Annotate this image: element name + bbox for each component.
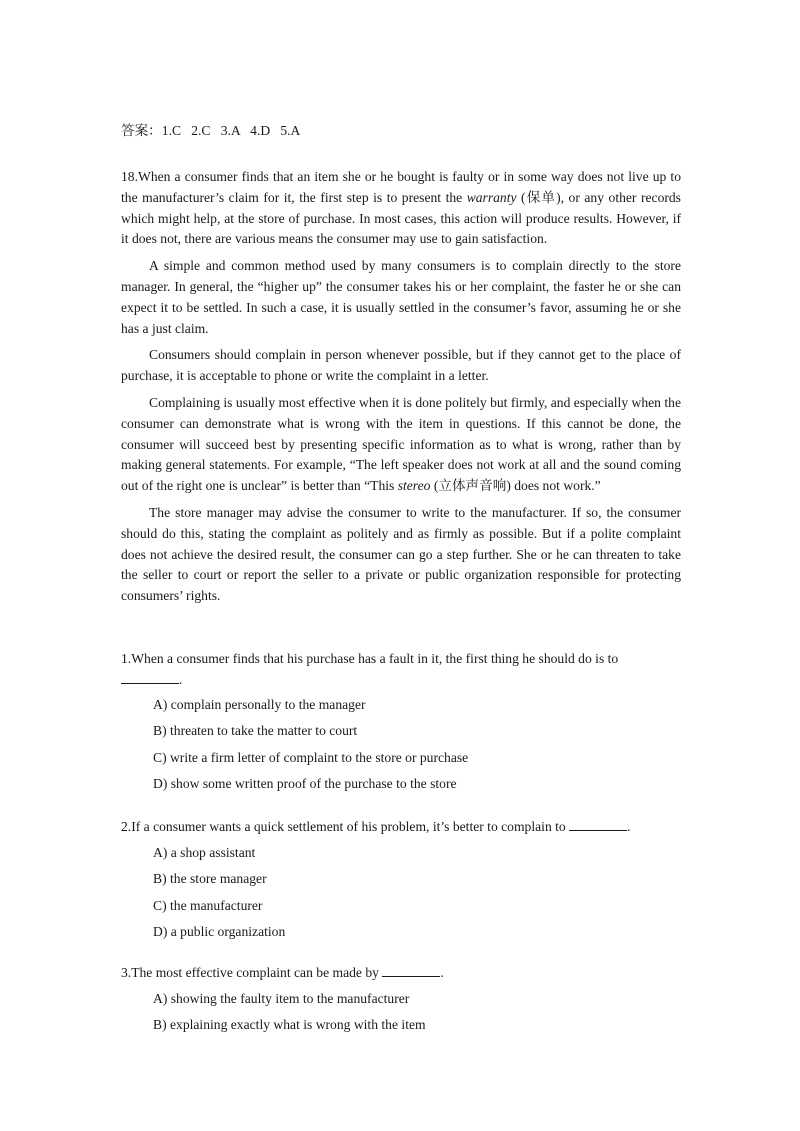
question-3 [121,962,681,983]
question-2-option-a: A) a shop assistant [153,845,256,860]
question-2-blank [569,818,627,831]
question-1-option-b: B) threaten to take the matter to court [153,723,358,739]
question-1-blank [121,671,179,684]
question-1-option-c: C) write a firm letter of complaint to the store or purchase [153,749,469,765]
passage-paragraph-4 [121,393,681,497]
reading-passage [121,167,681,613]
question-1-stem: 1.When a consumer finds that his purchase has a fault in it, the first thing he should do is to [121,651,619,666]
answer-key: 答案：1.C 2.C 3.A 4.D 5.A [121,123,301,138]
passage-paragraph-1 [121,167,681,250]
question-3-option-a: A) showing the faulty item to the manufacturer [153,991,410,1006]
question-2-option-d: D) a public organization [153,923,286,939]
question-3-end: . [440,965,444,980]
question-2-option-b: B) the store manager [153,871,267,887]
question-2-stem: 2.If a consumer wants a quick settlement of his problem, it’s better to complain to [121,819,566,834]
passage-paragraph-2: A simple and common method used by many consumers is to complain directly to the store manager. In general, the “higher up” the consumer takes his or her complaint, the faster he or she can expect it to be settled. In such a case, it is usually settled in the consumer’s favor, assuming he or she has a just claim. [121,258,681,336]
question-1 [121,648,681,690]
question-1-option-d: D) show some written proof of the purchase to the store [153,775,457,791]
question-3-option-b: B) explaining exactly what is wrong with the item [153,1017,426,1033]
paragraph-1-text-a: 18.When a consumer finds that an item she or he bought is faulty or in some way does not live up to the manufacturer’s claim for it, the first step is to present the [121,169,681,205]
question-2-end: . [627,819,631,834]
question-1-option-a: A) complain personally to the manager [153,697,366,712]
question-3-stem: 3.The most effective complaint can be made by [121,965,379,980]
passage-paragraph-5: The store manager may advise the consumer to write to the manufacturer. If so, the consumer should do this, stating the complaint as politely and as firmly as possible. But if a polite complaint does not achieve the desired result, the consumer can go a step further. She or he can threaten to take the seller to court or report the seller to a private or public organization responsible for protecting consumers’ rights. [121,504,681,604]
paragraph-1-text-b: (保单), or any other records which might help, at the store of purchase. In most cases, this action will produce results. However, if it does not, there are various means the consumer may use to gain satisfaction. [121,189,681,247]
question-2-options [153,842,285,947]
question-3-options [153,988,426,1041]
question-2-option-c: C) the manufacturer [153,897,263,913]
question-3-blank [382,964,440,977]
term-stereo: stereo [397,478,431,494]
question-2 [121,816,681,837]
question-1-end: . [179,672,183,687]
paragraph-4-text-b: (立体声音响) does not work.” [430,478,601,494]
question-1-options [153,694,468,799]
paragraph-4-text-a: Complaining is usually most effective when it is done politely but firmly, and especially when the consumer can demonstrate what is wrong with the item in questions. If this cannot be done, the consumer will succeed best by presenting specific information as to what is wrong, rather than by making general statements. For example, “The left speaker does not work at all and the sound coming out of the right one is unclear” is better than “This [121,394,681,494]
passage-paragraph-3: Consumers should complain in person whenever possible, but if they cannot get to the place of purchase, it is acceptable to phone or write the complaint in a letter. [121,347,681,384]
term-warranty: warranty [466,189,517,205]
